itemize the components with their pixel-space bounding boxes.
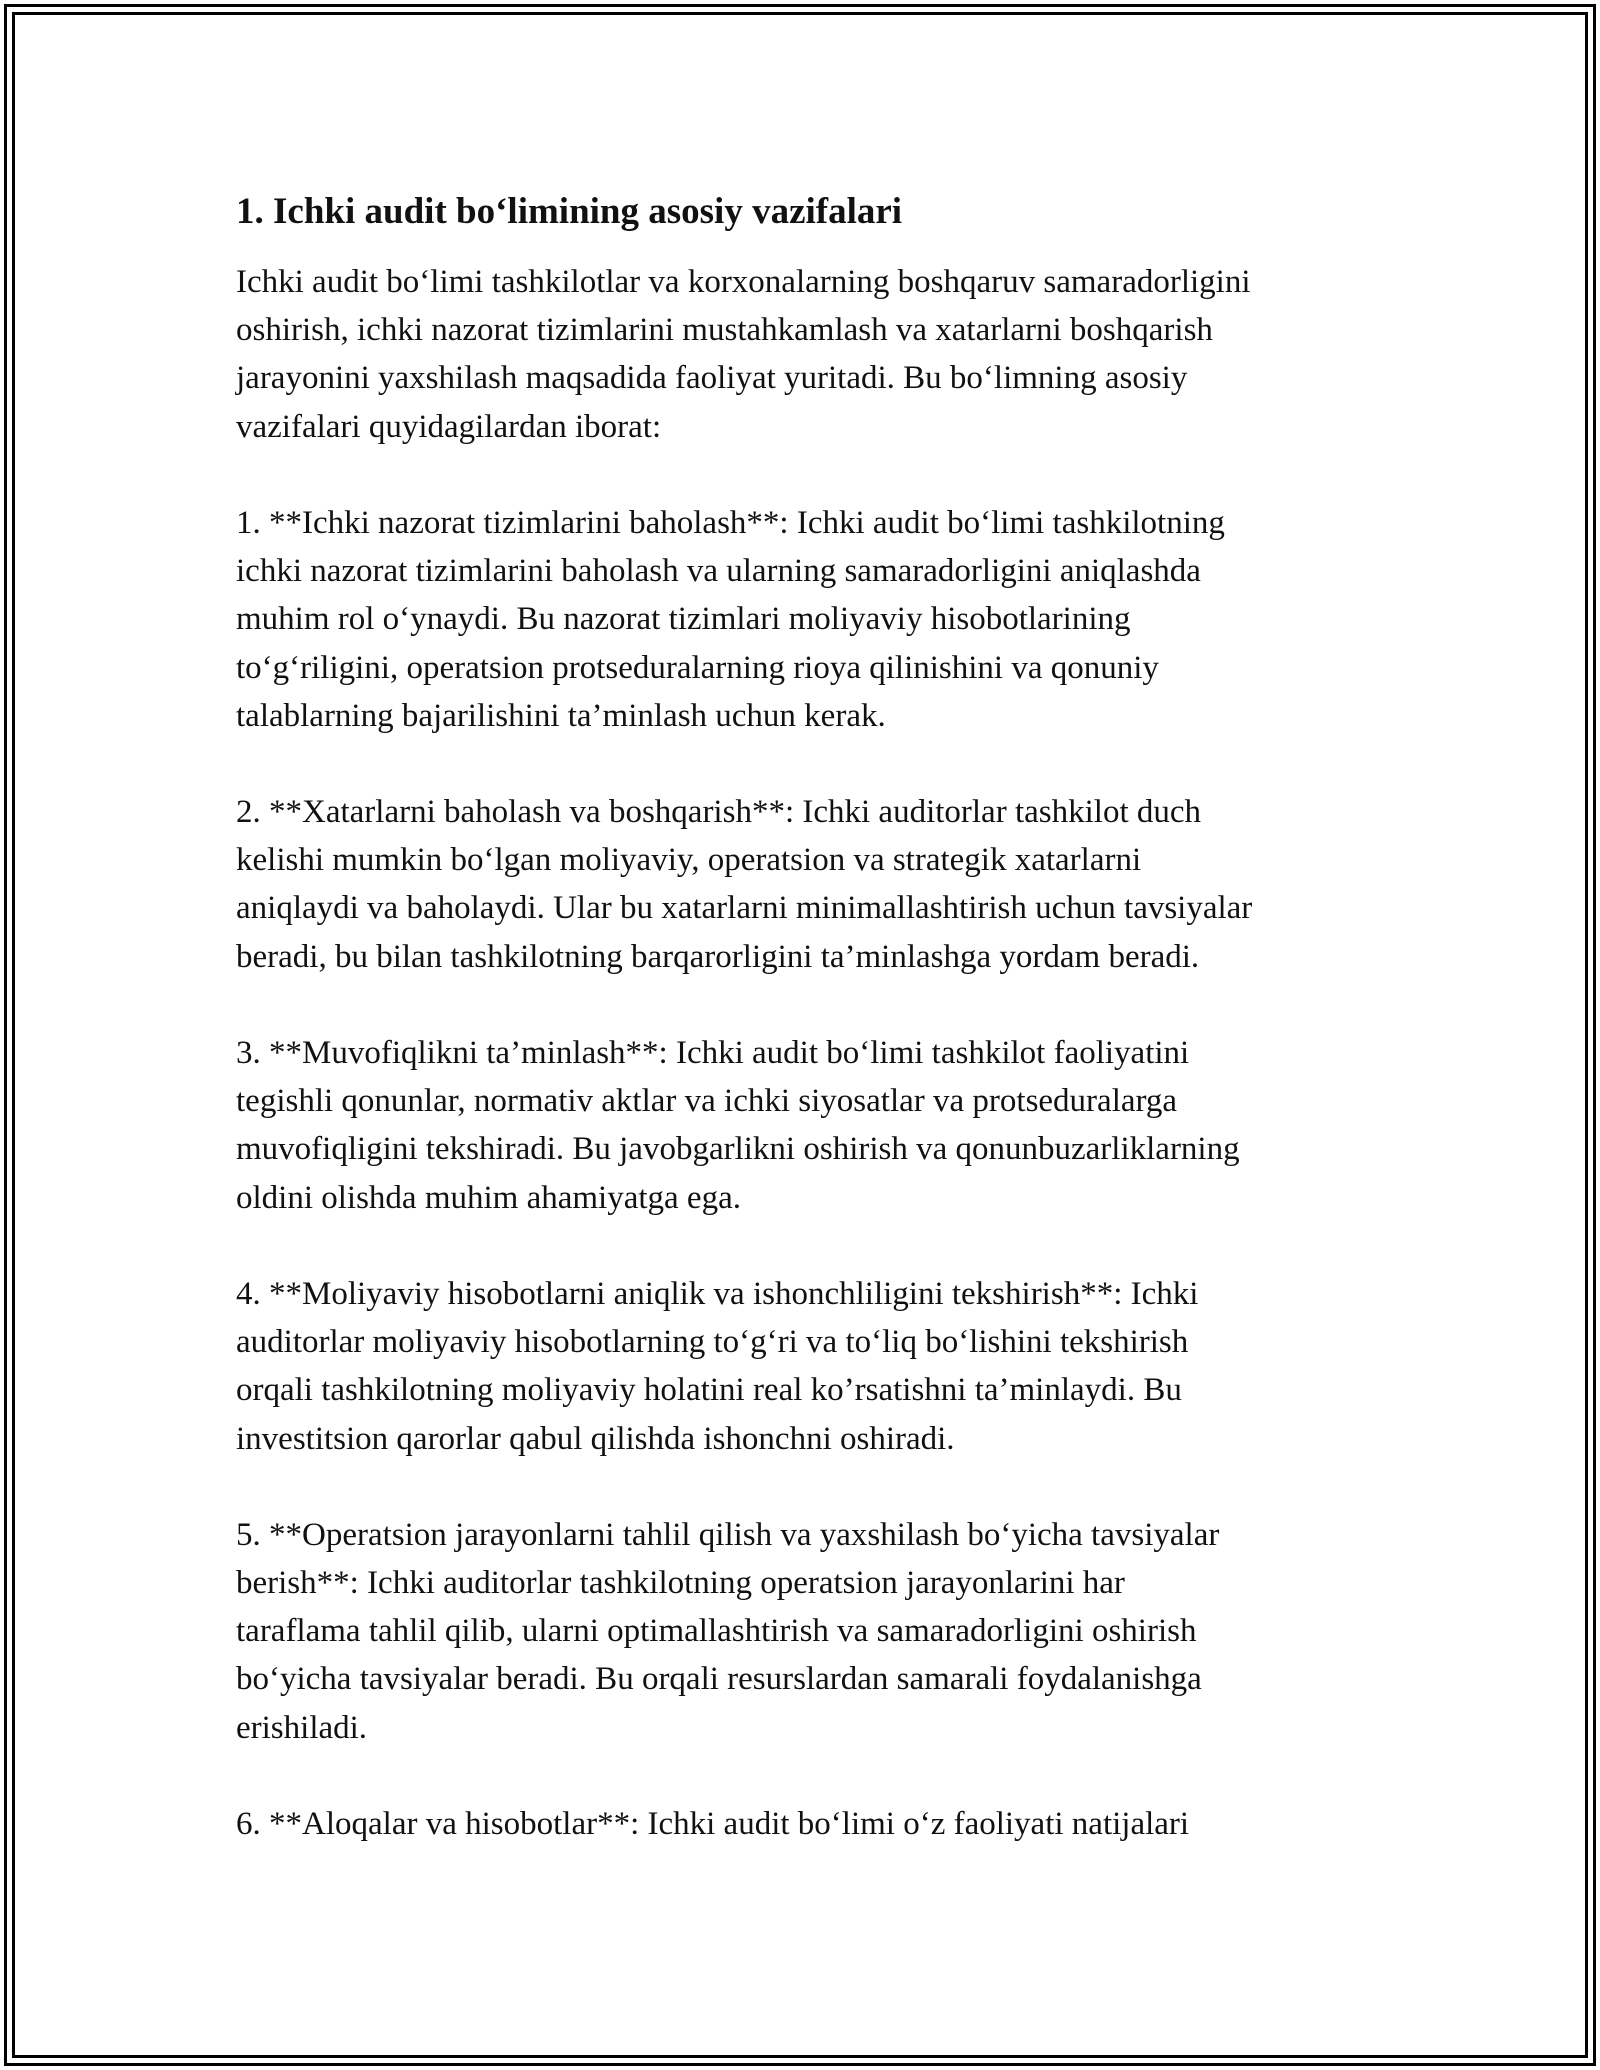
paragraph-gap [236, 740, 1376, 788]
item-line: 4. **Moliyaviy hisobotlarni aniqlik va ishonchliligini tekshirish**: Ichki [236, 1275, 1199, 1312]
item-line: to‘g‘riligini, operatsion protseduralarning rioya qilinishini va qonuniy [236, 649, 1159, 686]
item-line: ichki nazorat tizimlarini baholash va ularning samaradorligini aniqlashda [236, 553, 1201, 590]
item-line: talablarning bajarilishini ta’minlash uchun kerak. [236, 697, 886, 734]
intro-line: jarayonini yaxshilash maqsadida faoliyat yuritadi. Bu bo‘limning asosiy [236, 360, 1188, 397]
list-item-6 [236, 1800, 1376, 1848]
intro-line: vazifalari quyidagilardan iborat: [236, 408, 662, 445]
item-line: investitsion qarorlar qabul qilishda ishonchni oshiradi. [236, 1420, 955, 1457]
item-line: taraflama tahlil qilib, ularni optimallashtirish va samaradorligini oshirish [236, 1613, 1197, 1650]
paragraph-gap [236, 1222, 1376, 1270]
intro-line: Ichki audit bo‘limi tashkilotlar va korxonalarning boshqaruv samaradorligini [236, 264, 1251, 300]
item-line: auditorlar moliyaviy hisobotlarning to‘g‘ri va to‘liq bo‘lishini tekshirish [236, 1324, 1189, 1361]
item-line: bo‘yicha tavsiyalar beradi. Bu orqali resurslardan samarali foydalanishga [236, 1661, 1202, 1698]
section-heading: 1. Ichki audit bo‘limining asosiy vazifalari [236, 191, 903, 232]
document-body [236, 188, 1376, 1848]
paragraph-gap [236, 451, 1376, 499]
item-line: berish**: Ichki auditorlar tashkilotning operatsion jarayonlarini har [236, 1565, 1125, 1602]
item-line: 5. **Operatsion jarayonlarni tahlil qilish va yaxshilash bo‘yicha tavsiyalar [236, 1516, 1220, 1553]
item-line: 1. **Ichki nazorat tizimlarini baholash**: Ichki audit bo‘limi tashkilotning [236, 504, 1225, 541]
paragraph-gap [236, 1752, 1376, 1800]
item-line: aniqlaydi va baholaydi. Ular bu xatarlarni minimallashtirish uchun tavsiyalar [236, 890, 1253, 927]
list-item-1 [236, 499, 1376, 740]
item-line: kelishi mumkin bo‘lgan moliyaviy, operatsion va strategik xatarlarni [236, 842, 1142, 879]
item-line: orqali tashkilotning moliyaviy holatini real ko’rsatishni ta’minlaydi. Bu [236, 1372, 1182, 1409]
list-item-3 [236, 1029, 1376, 1222]
list-item-4 [236, 1270, 1376, 1463]
item-line: muhim rol o‘ynaydi. Bu nazorat tizimlari moliyaviy hisobotlarining [236, 601, 1131, 638]
item-line: oldini olishda muhim ahamiyatga ega. [236, 1179, 741, 1216]
intro-line: oshirish, ichki nazorat tizimlarini mustahkamlash va xatarlarni boshqarish [236, 312, 1213, 349]
item-line: 3. **Muvofiqlikni ta’minlash**: Ichki audit bo‘limi tashkilot faoliyatini [236, 1035, 1190, 1071]
list-item-2 [236, 788, 1376, 981]
item-line: muvofiqligini tekshiradi. Bu javobgarlikni oshirish va qonunbuzarliklarning [236, 1131, 1240, 1168]
item-line: 6. **Aloqalar va hisobotlar**: Ichki audit bo‘limi o‘z faoliyati natijalari [236, 1806, 1190, 1842]
item-line: 2. **Xatarlarni baholash va boshqarish**: Ichki auditorlar tashkilot duch [236, 794, 1202, 831]
item-line: tegishli qonunlar, normativ aktlar va ichki siyosatlar va protseduralarga [236, 1083, 1178, 1120]
paragraph-gap [236, 1463, 1376, 1511]
list-item-5 [236, 1511, 1376, 1752]
item-line: beradi, bu bilan tashkilotning barqarorligini ta’minlashga yordam beradi. [236, 938, 1200, 975]
intro-paragraph [236, 258, 1376, 451]
paragraph-gap [236, 981, 1376, 1029]
item-line: erishiladi. [236, 1709, 368, 1746]
